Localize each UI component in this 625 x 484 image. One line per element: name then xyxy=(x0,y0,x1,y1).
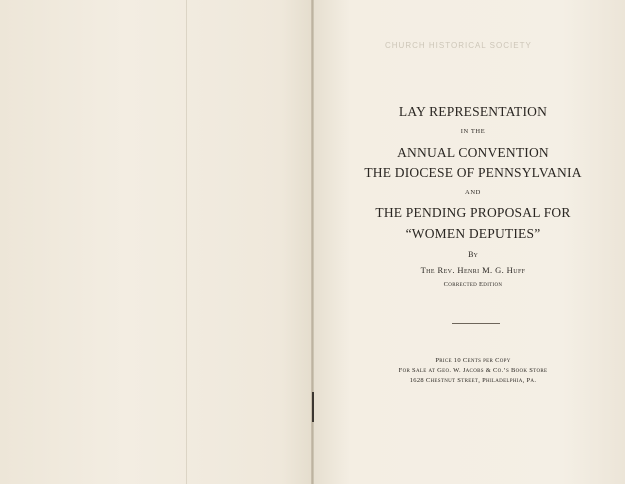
sale-line: For Sale at Geo. W. Jacobs & Co.’s Book Store xyxy=(398,367,548,374)
title-line-2: IN THE xyxy=(460,128,486,135)
address-line: 1628 Chestnut Street, Philadelphia, Pa. xyxy=(409,377,537,384)
ornamental-rule xyxy=(452,323,500,324)
price-line: Price 10 Cents per Copy xyxy=(435,357,511,364)
title-line-1: LAY REPRESENTATION xyxy=(398,104,548,119)
faded-library-stamp: CHURCH HISTORICAL SOCIETY xyxy=(385,41,532,50)
title-line-7: “WOMEN DEPUTIES” xyxy=(405,226,541,241)
author-name: The Rev. Henri M. G. Huff xyxy=(420,265,526,275)
staple xyxy=(312,392,314,422)
edition-note: Corrected Edition xyxy=(443,281,503,288)
title-block xyxy=(340,0,606,484)
title-line-5: AND xyxy=(465,189,481,196)
title-line-6: THE PENDING PROPOSAL FOR xyxy=(375,205,571,220)
title-line-3: ANNUAL CONVENTION xyxy=(397,145,549,160)
title-line-4: THE DIOCESE OF PENNSYLVANIA xyxy=(364,165,582,180)
byline-by: By xyxy=(468,250,478,259)
fold-crease xyxy=(186,0,187,484)
